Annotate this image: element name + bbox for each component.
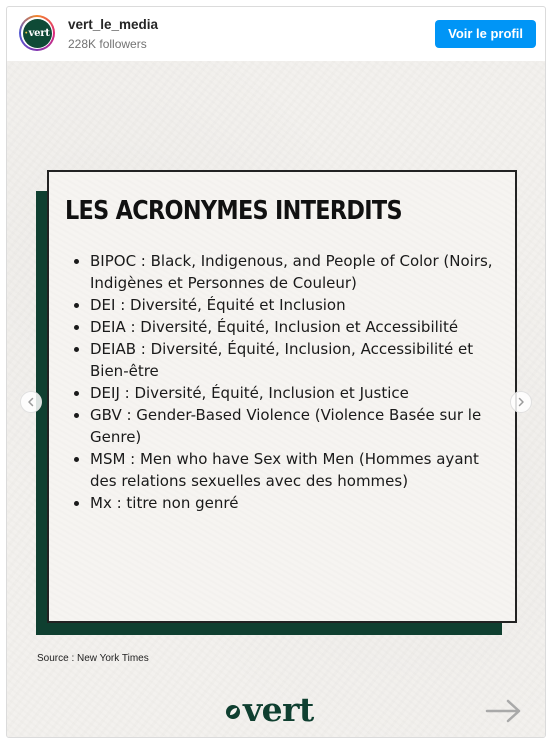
list-item: • BIPOC : Black, Indigenous, and People of Color (Noirs, Indigènes et Personnes de Couleur) — [90, 250, 510, 294]
list-item: • DEIJ : Diversité, Équité, Inclusion et Justice — [90, 382, 510, 404]
list-item: • DEI : Diversité, Équité et Inclusion — [90, 294, 510, 316]
next-slide-button[interactable] — [510, 391, 532, 413]
logo-text: vert — [243, 689, 314, 729]
post-header — [7, 7, 545, 61]
avatar-inner — [21, 17, 53, 49]
vert-logo — [225, 689, 314, 729]
list-item: • DEIA : Diversité, Équité, Inclusion et Accessibilité — [90, 316, 510, 338]
avatar-logo — [23, 19, 52, 48]
chevron-left-icon — [26, 397, 36, 407]
instagram-embed — [6, 6, 546, 738]
avatar[interactable] — [19, 15, 55, 51]
view-profile-button[interactable]: Voir le profil — [435, 20, 536, 48]
post-image — [7, 61, 545, 737]
previous-slide-button[interactable] — [20, 391, 42, 413]
list-item: • DEIAB : Diversité, Équité, Inclusion, Accessibilité et Bien-être — [90, 338, 510, 382]
avatar-dot: · — [24, 27, 28, 39]
list-item: • GBV : Gender-Based Violence (Violence Basée sur le Genre) — [90, 404, 510, 448]
list-item: • Mx : titre non genré — [90, 492, 510, 514]
follower-count: 228K followers — [68, 37, 147, 51]
list-item: • MSM : Men who have Sex with Men (Hommes ayant des relations sexuelles avec des hommes) — [90, 448, 510, 492]
username[interactable]: vert_le_media — [68, 17, 159, 32]
leaf-icon — [225, 704, 241, 720]
acronym-list — [75, 250, 510, 514]
card-title: LES ACRONYMES INTERDITS — [65, 196, 402, 226]
content-card — [47, 170, 517, 623]
source-credit: Source : New York Times — [37, 653, 149, 664]
arrow-right-icon[interactable] — [485, 697, 523, 725]
chevron-right-icon — [516, 397, 526, 407]
avatar-text: vert — [28, 27, 50, 39]
